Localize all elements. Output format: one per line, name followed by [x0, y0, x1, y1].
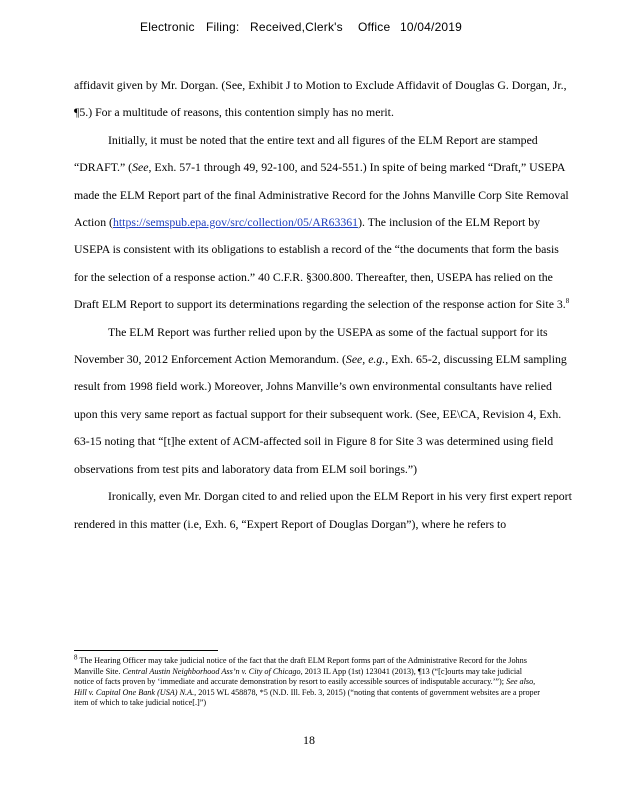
document-body — [74, 72, 574, 538]
header-filing: Filing: — [206, 20, 240, 34]
header-received: Received,Clerk's — [250, 20, 343, 34]
paragraph-4: Ironically, even Mr. Dorgan cited to and relied upon the ELM Report in his very first expert report rendered in this matter (i.e, Exh. 6, “Expert Report of Douglas Dorgan”), where he refers to — [74, 489, 572, 531]
header-electronic: Electronic — [140, 20, 195, 34]
footnote-divider — [74, 650, 218, 651]
header-office: Office — [358, 20, 391, 34]
paragraph-3: The ELM Report was further relied upon by the USEPA as some of the factual support for its November 30, 2012 Enforcement Action Memorandum. (See, e.g., Exh. 65-2, discussing ELM sampling result from 1998 field work.) Moreover, Johns Manville’s own environmental consultants have relied upon this very same report as factual support for their subsequent work. (See, EE\CA, Revision 4, Exh. 63-15 noting that “[t]he extent of ACM-affected soil in Figure 8 for Site 3 was determined using field observations from test pits and laboratory data from ELM soil borings.”) — [74, 324, 567, 476]
paragraph-1: affidavit given by Mr. Dorgan. (See, Exhibit J to Motion to Exclude Affidavit of Douglas G. Dorgan, Jr., ¶5.) For a multitude of reasons, this contention simply has no merit. — [74, 78, 567, 120]
page-number: 18 — [303, 733, 315, 747]
header-date: 10/04/2019 — [400, 20, 463, 34]
ar-link[interactable]: https://semspub.epa.gov/src/collection/05/AR63361 — [113, 215, 359, 230]
footnote-ref-8: 8 — [565, 297, 570, 306]
footnote-8: $^8$ The Hearing Officer may take judicial notice of the fact that the draft ELM Report forms part of the Administrative Record for the Johns Manville Site. Central Austin Neighborhood Ass’n v. City of Chicago, 2013 IL App (1st) 123041 (2013), ¶13 (“[c]ourts may take judicial notice of facts proven by ‘immediate and accurate demonstration by resort to easily accessible sources of indisputable accuracy.’”); See also, Hill v. Capital One Bank (USA) N.A., 2015 WL 458878, *5 (N.D. Ill. Feb. 3, 2015) (“noting that contents of government websites are a proper item of which to take judicial notice[.]”) — [74, 653, 540, 708]
paragraph-2: Initially, it must be noted that the entire text and all figures of the ELM Report are stamped “DRAFT.” (See, Exh. 57-1 through 49, 92-100, and 524-551.) In spite of being marked “Draft,” USEPA made the ELM Report part of the final Administrative Record for the Johns Manville Corp Site Removal Action (https://semspub.epa.gov/src/collection/05/AR63361). The inclusion of the ELM Report by USEPA is consistent with its obligations to establish a record of the “the documents that form the basis for the selection of a response action.” 40 C.F.R. §300.800. Thereafter, then, USEPA has relied on the Draft ELM Report to support its determinations regarding the selection of the response action for Site 3.$^8$ — [74, 132, 570, 312]
